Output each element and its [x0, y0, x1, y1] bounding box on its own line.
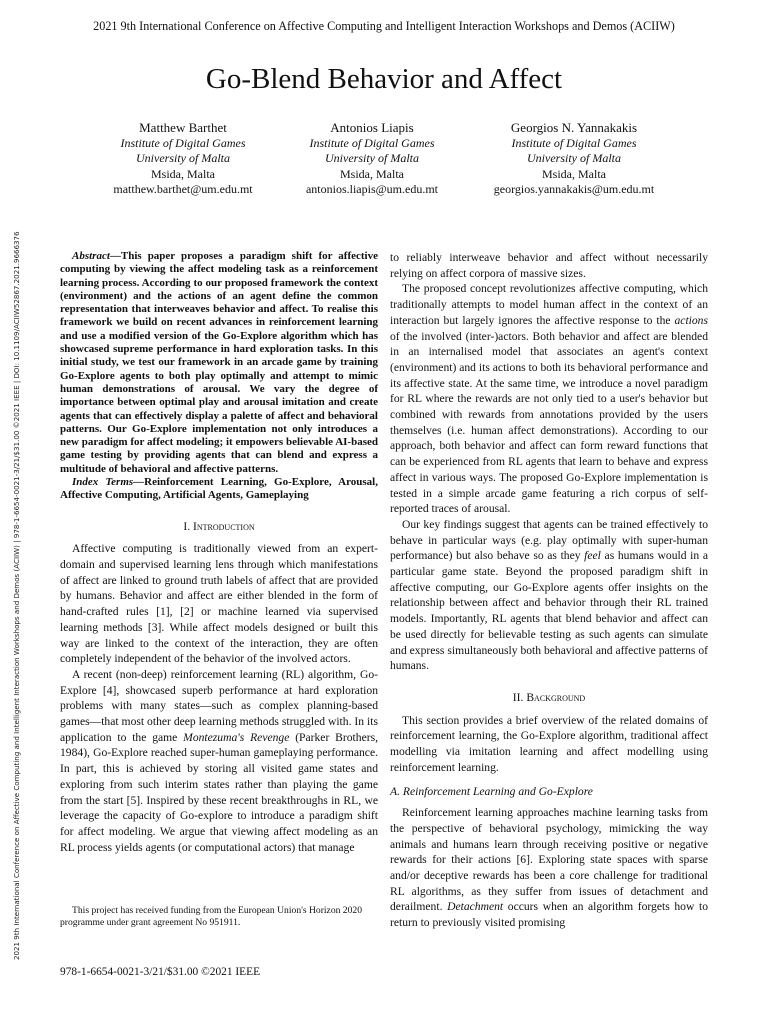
- author-university: University of Malta: [527, 151, 621, 165]
- doi-sidebar: 2021 9th International Conference on Affective Computing and Intelligent Interaction Workshops and Demos (ACIIW) | 978-1-6654-0021-3/21/$31.00 ©2021 IEEE | DOI: 10.1109/ACIIW52867.2021.9666376: [12, 231, 21, 960]
- abstract-text: —This paper proposes a paradigm shift for affective computing by viewing the affect modeling task as a reinforcement learning process. According to our proposed framework the context (environment) and the actions of an agent define the common representation that interweaves behavior and affect. To realise this framework we build on recent advances in reinforcement learning and use a modified version of the Go-Explore algorithm which has showcased supreme performance in hard exploration tasks. In this initial study, we test our framework in an arcade game by training Go-Explore agents to both play optimally and attempt to mimic human demonstrations of arousal. We vary the degree of importance between optimal play and arousal imitation and create agents that can effectively display a palette of affect and behavioral patterns. Our Go-Explore implementation not only introduces a new paradigm for affect modeling; it empowers believable AI-based game testing by providing agents that can blend and express a multitude of behavioral and affective patterns.: [60, 250, 378, 475]
- author-name: Georgios N. Yannakakis: [510, 120, 638, 135]
- funding-footnote: This project has received funding from the European Union's Horizon 2020 programme under grant agreement No 951911.: [60, 905, 362, 928]
- author-email: matthew.barthet@um.edu.mt: [113, 182, 253, 196]
- abstract-label: Abstract: [72, 250, 110, 262]
- author-institute: Institute of Digital Games: [309, 135, 435, 150]
- author-university: University of Malta: [325, 151, 419, 165]
- author-block-2: [262, 120, 482, 198]
- abstract: [60, 250, 378, 476]
- author-email: georgios.yannakakis@um.edu.mt: [493, 182, 655, 196]
- section-heading-background: II. Background: [512, 690, 586, 704]
- author-block-3: [464, 120, 684, 198]
- copyright-footer: 978-1-6654-0021-3/21/$31.00 ©2021 IEEE: [60, 966, 261, 978]
- paper-title: Go-Blend Behavior and Affect: [205, 63, 563, 95]
- author-name: Matthew Barthet: [139, 120, 227, 135]
- right-column: [390, 250, 708, 931]
- author-location: Msida, Malta: [340, 166, 404, 181]
- index-terms: [60, 476, 378, 503]
- index-terms-text: —Reinforcement Learning, Go-Explore, Arousal, Affective Computing, Artificial Agents, Gameplaying: [60, 476, 378, 502]
- background-paragraph: This section provides a brief overview of the related domains of reinforcement learning, the Go-Explore algorithm, traditional affect modelling via imitation learning and affect modelling using reinforcement learning.: [390, 713, 708, 774]
- intro-paragraph-2: A recent (non-deep) reinforcement learning (RL) algorithm, Go-Explore [4], showcased superb performance at hard exploration problems with many states—such as complex planning-based games—that most other deep learning methods struggled with. In its application to the game Montezuma's Revenge (Parker Brothers, 1984), Go-Explore reached super-human gameplaying performance. In part, this is achieved by storing all visited game states and exploring from such interim states rather than playing the game from the start [5]. Inspired by these recent breakthroughs in RL, we leverage the capacity of Go-explore to introduce a paradigm shift for affect modeling. We argue that viewing affect modeling as an RL process yields agents (or computational actors) that manage: [60, 667, 378, 854]
- author-name: Antonios Liapis: [330, 120, 414, 135]
- index-terms-label: Index Terms: [72, 476, 134, 489]
- left-column: [60, 250, 378, 855]
- intro-paragraph-3: The proposed concept revolutionizes affective computing, which traditionally attempts to model human affect in the context of an interaction but largely ignores the affective response to the actions of the involved (inter-)actors. Both behavior and affect are blended in an internalised model that associates an agent's context (environment) and its actions to both its behavioral performance and its affective state. At the same time, we introduce a novel paradigm for RL where the rewards are not only tied to a user's behavior but combined with rewards from annotations provided by the users themselves (i.e. human affect demonstrations). According to our approach, both behavior and affect can form reward functions that can be experienced from RL agents that learn to behave and express affect in various ways. The proposed Go-Explore implementation is tested in a simple arcade game featuring a rich corpus of self-reported traces of arousal.: [390, 282, 708, 516]
- author-location: Msida, Malta: [542, 166, 606, 181]
- intro-paragraph-continued: to reliably interweave behavior and affect without necessarily relying on affect corpora of massive sizes.: [390, 251, 708, 280]
- section-heading-introduction: I. Introduction: [183, 519, 255, 533]
- author-institute: Institute of Digital Games: [120, 135, 246, 150]
- author-location: Msida, Malta: [151, 166, 215, 181]
- rl-paragraph: Reinforcement learning approaches machine learning tasks from the perspective of behavioral psychology, mimicking the way animals and humans learn through receiving positive or negative rewards for their actions [6]. Exploring state spaces with sparse and/or deceptive rewards has been a core challenge for traditional RL algorithms, as they suffer from issues of detachment and derailment. Detachment occurs when an algorithm forgets how to return to previously visited promising: [390, 806, 709, 930]
- intro-paragraph-1: Affective computing is traditionally viewed from an expert-domain and supervised learning lens through which manifestations of affect are linked to ground truth labels of affect that are provided by humans. Behavior and affect are either blended in the form of hand-crafted rules [1], [2] or machine learned via supervised learning methods [3]. While affect models designed or built this way are linked to the context of the interaction, they are often completely independent of the behavior of the involved actors.: [60, 542, 378, 666]
- intro-paragraph-4: Our key findings suggest that agents can be trained effectively to behave in particular ways (e.g. play optimally with super-human performance) but also behave so as they feel as humans would in a particular game state. Beyond the proposed paradigm shift in affective computing, our Go-Explore agents offer insights on the relationship between affect and behavior through their RL trained models. Importantly, RL agents that blend behavior and affect can be used directly for believable testing as such agents can simulate and express simultaneously both behavioral and affective patterns of humans.: [390, 517, 708, 673]
- conference-header: 2021 9th International Conference on Affective Computing and Intelligent Interaction Workshops and Demos (ACIIW): [93, 19, 675, 33]
- author-email: antonios.liapis@um.edu.mt: [305, 182, 439, 196]
- subsection-heading-rl: A. Reinforcement Learning and Go-Explore: [390, 784, 593, 798]
- author-university: University of Malta: [136, 151, 230, 165]
- author-block-1: [73, 120, 293, 198]
- author-institute: Institute of Digital Games: [511, 135, 637, 150]
